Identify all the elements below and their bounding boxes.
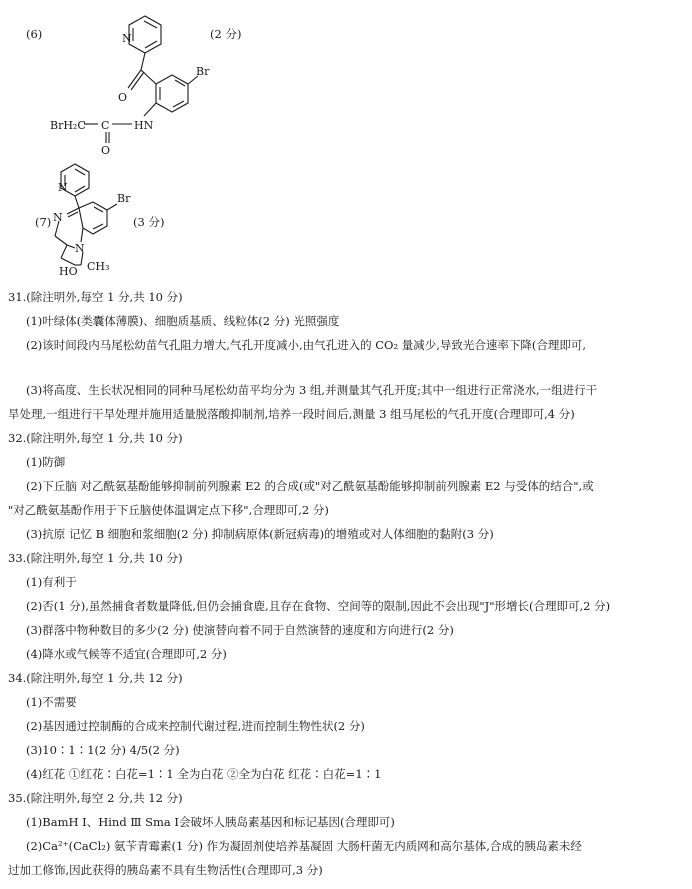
q7-score: (3 分) — [133, 215, 165, 229]
q33-part4: (4)降水或气候等不适宜(合理即可,2 分) — [26, 647, 227, 661]
q7-br: Br — [117, 192, 131, 205]
q32-part2-line2: "对乙酰氨基酚作用于下丘脑使体温调定点下移",合理即可,2 分) — [8, 503, 329, 517]
q31-part3-line2: 旱处理,一组进行干旱处理并施用适量脱落酸抑制剂,培养一段时间后,测量 3 组马尾松的气孔开度(合理即可,4 分) — [8, 407, 575, 421]
q7-pyridine-n: N — [58, 181, 68, 194]
q32-header: 32.(除注明外,每空 1 分,共 10 分) — [8, 431, 183, 445]
q7-ho: HO — [59, 265, 78, 278]
q6-number: (6) — [26, 27, 43, 41]
q33-part3: (3)群落中物种数目的多少(2 分) 使演替向着不同于自然演替的速度和方向进行(2 分) — [26, 623, 454, 637]
q31-part3-line1: (3)将高度、生长状况相同的同种马尾松幼苗平均分为 3 组,并测量其气孔开度;其中一组进行正常浇水,一组进行干 — [26, 383, 598, 397]
q6-score: (2 分) — [210, 27, 242, 41]
benzene-ring — [156, 75, 188, 112]
q34-part2: (2)基因通过控制酶的合成来控制代谢过程,进而控制生物性状(2 分) — [26, 719, 365, 733]
amide-c: C — [101, 119, 110, 132]
amide-o: O — [101, 144, 111, 157]
q34-part3: (3)10∶1∶1(2 分) 4/5(2 分) — [26, 743, 180, 757]
q32-part3: (3)抗原 记忆 B 细胞和浆细胞(2 分) 抑制病原体(新冠病毒)的增殖或对人体细胞的黏附(3 分) — [26, 527, 494, 541]
q34-part4: (4)红花 ①红花∶白花=1∶1 全为白花 ②全为白花 红花∶白花=1∶1 — [26, 767, 382, 781]
q31-header: 31.(除注明外,每空 1 分,共 10 分) — [8, 290, 183, 304]
q34-part1: (1)不需要 — [26, 695, 77, 709]
q34-header: 34.(除注明外,每空 1 分,共 12 分) — [8, 671, 183, 685]
q31-part2: (2)该时间段内马尾松幼苗气孔阻力增大,气孔开度减小,由气孔进入的 CO₂ 量减少,导致光合速率下降(合理即可, — [26, 338, 587, 352]
amide-hn: HN — [134, 119, 154, 132]
q6-structure — [40, 8, 230, 158]
q7-ch3: CH₃ — [87, 260, 110, 273]
q32-part1: (1)防御 — [26, 455, 66, 469]
q7-structure — [45, 158, 145, 278]
q35-part1: (1)BamH Ⅰ、Hind Ⅲ Sma Ⅰ会破坏人胰岛素基因和标记基因(合理即可) — [26, 815, 395, 829]
brh2c-group: BrH₂C — [50, 119, 86, 132]
pyridine-n: N — [122, 32, 132, 45]
benzene-br: Br — [196, 65, 210, 78]
q33-part1: (1)有利于 — [26, 575, 77, 589]
q7-number: (7) — [35, 215, 52, 229]
q7-imine-n: N — [53, 211, 63, 224]
q31-part1: (1)叶绿体(类囊体薄膜)、细胞质基质、线粒体(2 分) 光照强度 — [26, 314, 340, 328]
q32-part2-line1: (2)下丘脑 对乙酰氨基酚能够抑制前列腺素 E2 的合成(或"对乙酰氨基酚能够抑制前列腺素 E2 与受体的结合",或 — [26, 479, 594, 493]
q33-part2: (2)否(1 分),虽然捕食者数量降低,但仍会捕食鹿,且存在食物、空间等的限制,因此不会出现"J"形增长(合理即可,2 分) — [26, 599, 611, 613]
q35-header: 35.(除注明外,每空 2 分,共 12 分) — [8, 791, 183, 805]
q35-part2-line1: (2)Ca²⁺(CaCl₂) 氨苄青霉素(1 分) 作为凝固剂使培养基凝固 大肠杆菌无内质网和高尔基体,合成的胰岛素未经 — [26, 839, 582, 853]
carbonyl-o: O — [118, 91, 128, 104]
q33-header: 33.(除注明外,每空 1 分,共 10 分) — [8, 551, 183, 565]
q7-ring-n: N — [75, 242, 85, 255]
q35-part2-line2: 过加工修饰,因此获得的胰岛素不具有生物活性(合理即可,3 分) — [8, 863, 323, 877]
